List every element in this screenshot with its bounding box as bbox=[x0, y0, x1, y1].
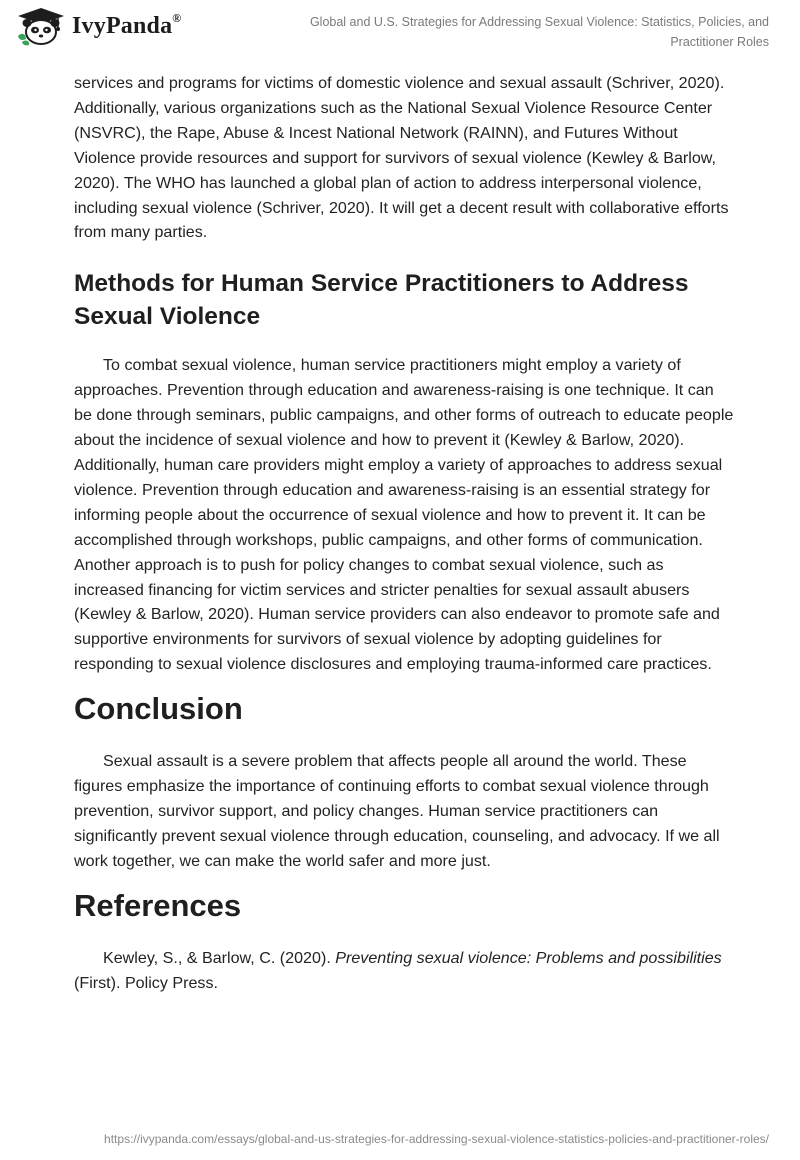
brand-name: IvyPanda® bbox=[72, 10, 182, 39]
article-body bbox=[74, 71, 734, 995]
conclusion-paragraph: Sexual assault is a severe problem that affects people all around the world. These figures emphasize the importance of continuing efforts to combat sexual violence through prevention, survivor support, and policy changes. Human service practitioners can significantly prevent sexual violence through education, counseling, and advocacy. If we all work together, we can make the world safer and more just. bbox=[74, 752, 720, 870]
intro-paragraph: services and programs for victims of domestic violence and sexual assault (Schriver, 2020). Additionally, various organizations such as the National Sexual Violence Resource Center (NSVRC), the Rape, Abuse & Incest National Network (RAINN), and Futures Without Violence provide resources and support for survivors of sexual violence (Kewley & Barlow, 2020). The WHO has launched a global plan of action to address interpersonal violence, including sexual violence (Schriver, 2020). It will get a decent result with collaborative efforts from many parties. bbox=[74, 74, 729, 242]
references-heading: References bbox=[74, 887, 242, 923]
panda-graduate-icon bbox=[14, 6, 68, 46]
registered-mark: ® bbox=[172, 10, 182, 25]
document-title: Global and U.S. Strategies for Addressing Sexual Violence: Statistics, Policies, and Practitioner Roles bbox=[309, 15, 769, 49]
reference-publisher: (First). Policy Press. bbox=[74, 973, 218, 992]
source-url[interactable]: https://ivypanda.com/essays/global-and-us-strategies-for-addressing-sexual-violence-statistics-policies-and-practitioner-roles/ bbox=[104, 1132, 769, 1146]
reference-title: Preventing sexual violence: Problems and possibilities bbox=[335, 948, 722, 967]
methods-heading: Methods for Human Service Practitioners to Address Sexual Violence bbox=[74, 270, 689, 331]
ivypanda-logo[interactable] bbox=[14, 6, 181, 46]
reference-authors: Kewley, S., & Barlow, C. (2020). bbox=[103, 948, 336, 967]
methods-paragraph: To combat sexual violence, human service practitioners might employ a variety of approaches. Prevention through education and awareness-raising is one technique. It can be done through seminars, public campaigns, and other forms of outreach to educate people about the incidence of sexual violence and how to prevent it (Kewley & Barlow, 2020). Additionally, human care providers might employ a variety of approaches to address sexual violence. Prevention through education and awareness-raising is an essential strategy for informing people about the occurrence of sexual violence and how to prevent it. It can be accomplished through workshops, public campaigns, and other forms of communication. Another approach is to push for policy changes to combat sexual violence, such as increased financing for victim services and stricter penalties for sexual assault abusers (Kewley & Barlow, 2020). Human service providers can also endeavor to promote safe and supportive environments for survivors of sexual violence by adopting guidelines for responding to sexual violence disclosures and employing trauma-informed care practices. bbox=[74, 356, 734, 674]
reference-entry bbox=[74, 946, 734, 996]
conclusion-heading: Conclusion bbox=[74, 691, 243, 727]
